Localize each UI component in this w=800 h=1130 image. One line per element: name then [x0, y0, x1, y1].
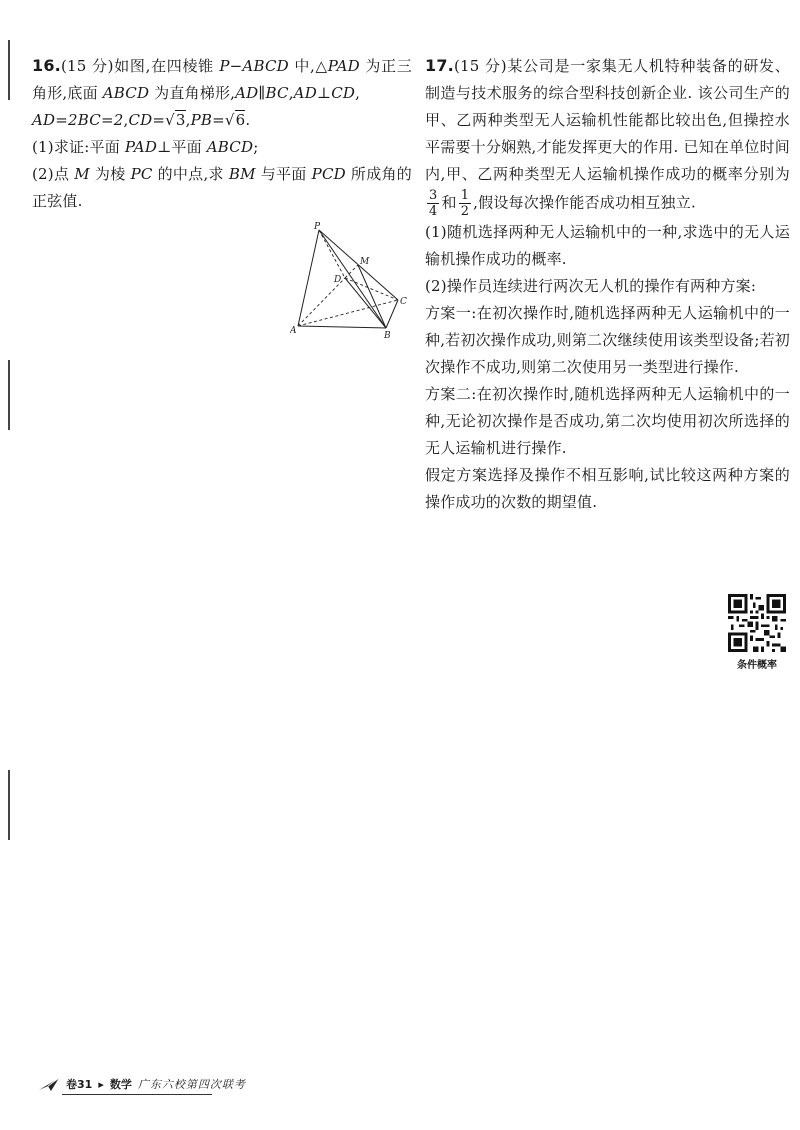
q17-plan-1: 方案一:在初次操作时,随机选择两种无人运输机中的一种,若初次操作成功,则第二次继续使用该类型设备;若初次操作不成功,则第二次使用另一类型进行操作.	[425, 304, 790, 376]
scan-edge-mark	[8, 360, 10, 430]
segment-BM	[358, 265, 386, 328]
q16-part-2: (2)点 M 为棱 PC 的中点,求 BM 与平面 PCD 所成角的正弦值.	[32, 165, 412, 210]
page-number: 卷31	[66, 1078, 93, 1091]
scan-edge-mark	[8, 40, 10, 100]
q17-part-2: (2)操作员连续进行两次无人机的操作有两种方案:	[425, 277, 757, 295]
edge-PB	[319, 230, 386, 328]
pyramid-figure	[290, 220, 415, 340]
label-B: B	[384, 331, 391, 340]
pyramid-diagram	[290, 220, 415, 340]
page-footer	[38, 1074, 246, 1094]
label-D: D	[334, 275, 342, 285]
question-16	[32, 52, 412, 215]
q17-ending: 假定方案选择及操作不相互影响,试比较这两种方案的操作成功的次数的期望值.	[425, 466, 790, 511]
qr-code-icon[interactable]	[728, 594, 786, 652]
subject-label: 数学	[109, 1078, 132, 1091]
edge-DC-hidden	[345, 278, 398, 300]
footer-rule	[62, 1094, 212, 1095]
edge-PA	[298, 230, 319, 326]
label-P: P	[314, 222, 321, 232]
arrow-right-icon: ▸	[98, 1077, 104, 1091]
scan-edge-mark	[8, 770, 10, 840]
q16-part-1: (1)求证:平面 PAD⊥平面 ABCD;	[32, 138, 259, 156]
label-C: C	[400, 297, 407, 307]
qr-caption: 条件概率	[737, 660, 777, 671]
paper-plane-icon	[38, 1076, 60, 1092]
edge-PD-hidden	[319, 230, 345, 278]
edge-BC	[386, 300, 398, 328]
q17-number: 17.	[425, 56, 454, 75]
q17-stem: 17.(15 分)某公司是一家集无人机特种装备的研发、制造与技术服务的综合型科技创新企业. 该公司生产的甲、乙两种类型无人运输机性能都比较出色,但操控水平需要十分娴熟,才能发挥更大的作用. 已知在单位时间内,甲、乙两种类型无人运输机操作成功的概率分别为 $\frac{3}{4}$ 和 $\frac{1}{2}$ ,假设每次操作能否成功相互独立.	[425, 56, 790, 219]
edge-AB	[298, 326, 386, 328]
q17-part-1: (1)随机选择两种无人运输机中的一种,求选中的无人运输机操作成功的概率.	[425, 223, 790, 268]
exam-name: 广东六校第四次联考	[137, 1078, 246, 1091]
label-A: A	[290, 326, 297, 336]
q16-number: 16.	[32, 56, 61, 75]
segment-BD-front	[345, 278, 386, 328]
q16-stem: 16.(15 分)如图,在四棱锥 P−ABCD 中,△PAD 为正三角形,底面 ABCD 为直角梯形,AD∥BC,AD⊥CD, AD=2BC=2,CD=√3,PB=√6.	[32, 56, 412, 129]
label-M: M	[360, 257, 370, 267]
fraction-three-quarters: $\frac{3}{4}$	[429, 188, 438, 219]
question-17	[425, 52, 790, 516]
edge-AD-hidden	[298, 278, 345, 326]
q17-plan-2: 方案二:在初次操作时,随机选择两种无人运输机中的一种,无论初次操作是否成功,第二次均使用初次所选择的无人运输机进行操作.	[425, 385, 790, 457]
fraction-one-half: $\frac{1}{2}$	[460, 188, 470, 219]
